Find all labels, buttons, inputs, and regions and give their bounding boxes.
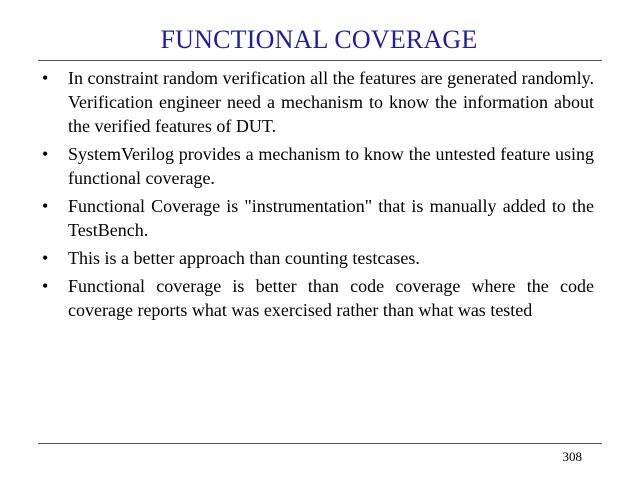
bullet-text: Functional Coverage is "instrumentation" that is manually added to the TestBench. bbox=[68, 196, 594, 240]
bullet-text: SystemVerilog provides a mechanism to know the untested feature using functional coverage. bbox=[68, 144, 594, 188]
list-item bbox=[38, 246, 594, 270]
title-divider bbox=[38, 60, 602, 61]
list-item bbox=[38, 142, 594, 190]
list-item bbox=[38, 274, 594, 322]
bullet-icon: • bbox=[42, 68, 49, 88]
page-number: 308 bbox=[562, 449, 582, 464]
bullet-icon: • bbox=[42, 248, 49, 268]
bullet-text: Functional coverage is better than code coverage where the code coverage reports what was exercised rather than what was tested bbox=[68, 276, 594, 320]
bullet-text: In constraint random verification all the features are generated randomly. Verification engineer need a mechanism to know the information about the verified features of DUT. bbox=[68, 68, 594, 136]
bullet-icon: • bbox=[42, 276, 49, 296]
bullet-list bbox=[38, 66, 594, 326]
list-item bbox=[38, 194, 594, 242]
slide-title: FUNCTIONAL COVERAGE bbox=[160, 25, 478, 54]
list-item bbox=[38, 66, 594, 138]
bullet-text: This is a better approach than counting testcases. bbox=[68, 248, 420, 268]
bullet-icon: • bbox=[42, 144, 49, 164]
footer-divider bbox=[38, 443, 602, 444]
bullet-icon: • bbox=[42, 196, 49, 216]
